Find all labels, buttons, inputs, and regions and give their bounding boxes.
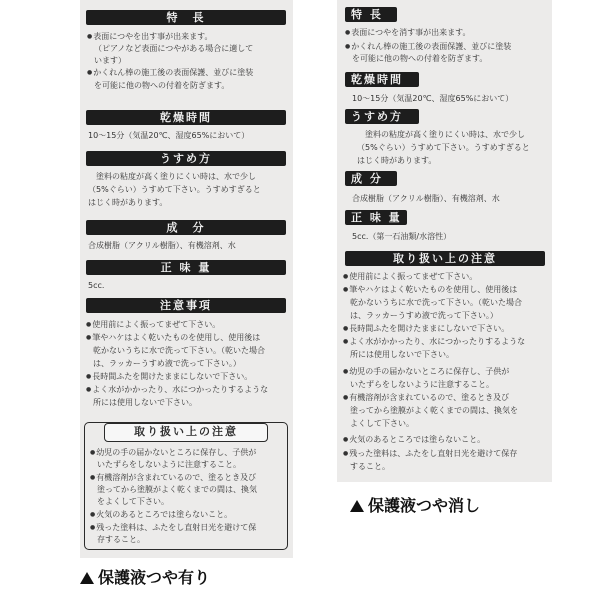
features-heading: 特 長: [345, 7, 397, 22]
feature-line: ● かくれん棒の施工後の表面保護、並びに塗装: [345, 41, 511, 53]
components-text: 合成樹脂（アクリル樹脂）、有機溶剤、水: [352, 194, 500, 203]
caution-line: 乾かないうちに水で洗って下さい。（乾いた場合: [93, 346, 265, 355]
thinning-line: はじく時があります。: [88, 198, 168, 207]
handling-line: 塗ってから塗膜がよく乾くまでの間は、換気: [97, 485, 257, 494]
thinning-line: はじく時があります。: [357, 156, 437, 165]
thinning-line: 塗料の粘度が高く塗りにくい時は、水で少し: [365, 130, 525, 139]
handling-line: ● 有機溶剤が含まれているので、塗るとき及び: [90, 472, 256, 484]
feature-line: います）: [94, 56, 126, 65]
thinning-line: （5%ぐらい）うすめて下さい。うすめすぎると: [88, 185, 261, 194]
feature-line: ● 表面につやを出す事が出来ます。: [87, 31, 212, 43]
label-panel-gloss: [80, 0, 293, 558]
triangle-up-icon: [350, 500, 364, 512]
caption-gloss: [80, 565, 210, 588]
handling-heading: 取り扱い上の注意: [345, 251, 545, 266]
caution-line: ● 長時間ふたを開けたままにしないで下さい。: [86, 371, 252, 383]
drying-text: 10～15分（気温20℃、湿度65%において）: [88, 131, 250, 140]
caution-line: ● 使用前によく振ってまぜて下さい。: [86, 319, 220, 331]
feature-line: を可能に他の物への付着を防ぎます。: [352, 54, 488, 63]
components-text: 合成樹脂（アクリル樹脂）、有機溶剤、水: [88, 241, 236, 250]
feature-line: ● かくれん棒の施工後の表面保護、並びに塗装: [87, 67, 253, 79]
handling-line: は、ラッカーうすめ液で洗って下さい。）: [350, 311, 498, 320]
caution-line: ● よく水がかかったり、水につかったりするような: [86, 384, 268, 396]
handling-line: ● 幼児の手の届かないところに保存し、子供が: [343, 366, 509, 378]
handling-line: をよくして下さい。: [97, 497, 169, 506]
handling-line: いたずらをしないように注意すること。: [350, 380, 494, 389]
handling-line: よくして下さい。: [350, 419, 414, 428]
caption-matte-text: 保護液つや消し: [368, 496, 481, 515]
components-heading: 成 分: [345, 171, 397, 186]
label-panel-matte: [337, 0, 552, 482]
components-heading: 成 分: [86, 220, 286, 235]
feature-line: （ピアノなど表面につやがある場合に適して: [94, 44, 254, 53]
feature-line: ● 表面につやを消す事が出来ます。: [345, 27, 470, 39]
feature-line: を可能に他の物への付着を防ぎます。: [94, 81, 230, 90]
cautions-heading: 注意事項: [86, 298, 286, 313]
handling-line: 所には使用しないで下さい。: [350, 350, 454, 359]
caption-matte: [350, 493, 480, 516]
thinning-heading: うすめ方: [86, 151, 286, 166]
handling-line: 乾かないうちに水で洗って下さい。（乾いた場合: [350, 298, 522, 307]
triangle-up-icon: [80, 572, 94, 584]
handling-line: ● 残った塗料は、ふたをし直射日光を避けて保存: [343, 448, 517, 460]
thinning-line: 塗料の粘度が高く塗りにくい時は、水で少し: [96, 172, 256, 181]
handling-line: ● 有機溶剤が含まれているので、塗るとき及び: [343, 392, 509, 404]
handling-line: ● 幼児の手の届かないところに保存し、子供が: [90, 447, 256, 459]
drying-heading: 乾燥時間: [86, 110, 286, 125]
handling-line: ● 火気のあるところでは塗らないこと。: [343, 434, 485, 446]
volume-heading: 正 味 量: [345, 210, 407, 225]
handling-line: すること。: [350, 462, 390, 471]
thinning-heading: うすめ方: [345, 109, 419, 124]
handling-line: ● 筆やハケはよく乾いたものを使用し、使用後は: [343, 284, 517, 296]
volume-text: 5cc.（第一石油類/水溶性）: [352, 232, 452, 241]
handling-line: ● 火気のあるところでは塗らないこと。: [90, 509, 232, 521]
handling-line: ● よく水がかかったり、水につかったりするような: [343, 336, 525, 348]
drying-text: 10～15分（気温20℃、湿度65%において）: [352, 94, 514, 103]
volume-text: 5cc.: [88, 281, 105, 290]
features-heading: 特 長: [86, 10, 286, 25]
drying-heading: 乾燥時間: [345, 72, 419, 87]
caution-line: 所には使用しないで下さい。: [93, 398, 197, 407]
handling-line: ● 使用前によく振ってまぜて下さい。: [343, 271, 477, 283]
handling-line: ● 残った塗料は、ふたをし直射日光を避けて保: [90, 522, 256, 534]
handling-line: 塗ってから塗膜がよく乾くまでの間は、換気を: [350, 406, 518, 415]
handling-line: 存すること。: [97, 535, 145, 544]
caution-line: ● 筆やハケはよく乾いたものを使用し、使用後は: [86, 332, 260, 344]
caption-gloss-text: 保護液つや有り: [98, 568, 211, 587]
caution-line: は、ラッカーうすめ液で洗って下さい。）: [93, 359, 241, 368]
thinning-line: （5%ぐらい）うすめて下さい。うすめすぎると: [357, 143, 530, 152]
volume-heading: 正 味 量: [86, 260, 286, 275]
handling-line: ● 長時間ふたを開けたままにしないで下さい。: [343, 323, 509, 335]
handling-heading: 取り扱い上の注意: [104, 423, 268, 442]
handling-line: いたずらをしないように注意すること。: [97, 460, 241, 469]
